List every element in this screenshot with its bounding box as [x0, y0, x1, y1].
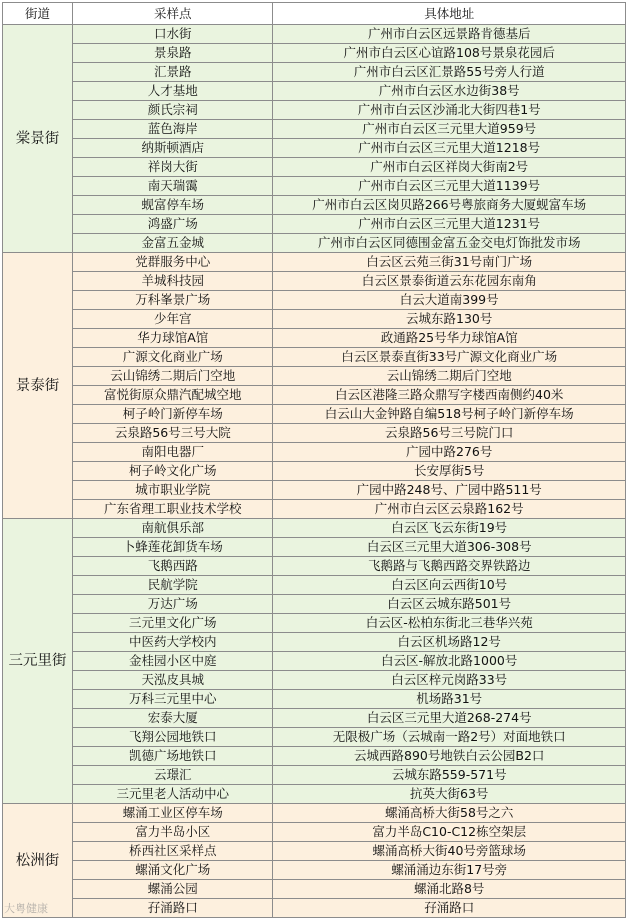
address-cell: 白云区云城东路501号 [273, 595, 626, 614]
address-cell: 云城东路559-571号 [273, 766, 626, 785]
sampling-point-cell: 金富五金城 [73, 234, 273, 253]
table-row [3, 272, 626, 291]
sampling-point-cell: 飞鹅西路 [73, 557, 273, 576]
sampling-point-cell: 南天瑞霭 [73, 177, 273, 196]
address-cell: 飞鹅路与飞鹅西路交界铁路边 [273, 557, 626, 576]
address-cell: 白云区三元里大道268-274号 [273, 709, 626, 728]
sampling-point-cell: 柯子岭文化广场 [73, 462, 273, 481]
address-cell: 白云区向云西街10号 [273, 576, 626, 595]
table-row [3, 842, 626, 861]
table-row [3, 785, 626, 804]
sampling-point-cell: 万达广场 [73, 595, 273, 614]
sampling-point-cell: 飞翔公园地铁口 [73, 728, 273, 747]
table-row [3, 861, 626, 880]
sampling-point-cell: 口水街 [73, 25, 273, 44]
address-cell: 白云区-解放北路1000号 [273, 652, 626, 671]
table-row [3, 291, 626, 310]
street-cell: 景泰街 [3, 253, 73, 519]
street-cell: 松洲街 [3, 804, 73, 918]
address-cell: 白云区三元里大道306-308号 [273, 538, 626, 557]
sampling-point-cell: 三元里老人活动中心 [73, 785, 273, 804]
sampling-point-cell: 富力半岛小区 [73, 823, 273, 842]
sampling-point-cell: 天泓皮具城 [73, 671, 273, 690]
address-cell: 螺涌高桥大街40号旁篮球场 [273, 842, 626, 861]
address-cell: 螺涌北路8号 [273, 880, 626, 899]
sampling-point-cell: 桥西社区采样点 [73, 842, 273, 861]
address-cell: 长安厚街5号 [273, 462, 626, 481]
address-cell: 白云区云苑三街31号南门广场 [273, 253, 626, 272]
table-row [3, 25, 626, 44]
table-row [3, 177, 626, 196]
sampling-point-cell: 万科三元里中心 [73, 690, 273, 709]
address-cell: 白云区梓元岗路33号 [273, 671, 626, 690]
address-cell: 广园中路248号、广园中路511号 [273, 481, 626, 500]
address-cell: 螺涌涌边东街17号旁 [273, 861, 626, 880]
sampling-point-cell: 螺涌公园 [73, 880, 273, 899]
sampling-point-cell: 富悦街原众鼎汽配城空地 [73, 386, 273, 405]
address-cell: 广州市白云区三元里大道1139号 [273, 177, 626, 196]
table-row [3, 215, 626, 234]
sampling-point-cell: 柯子岭门新停车场 [73, 405, 273, 424]
sampling-point-cell: 卜蜂莲花卸货车场 [73, 538, 273, 557]
sampling-points-table [2, 2, 626, 918]
sampling-point-cell: 少年宫 [73, 310, 273, 329]
table-row [3, 766, 626, 785]
table-row [3, 82, 626, 101]
sampling-point-cell: 三元里文化广场 [73, 614, 273, 633]
table-row [3, 652, 626, 671]
sampling-point-cell: 蚬富停车场 [73, 196, 273, 215]
table-row [3, 329, 626, 348]
sampling-point-cell: 金桂园小区中庭 [73, 652, 273, 671]
table-row [3, 120, 626, 139]
sampling-point-cell: 云璟汇 [73, 766, 273, 785]
table-row [3, 462, 626, 481]
table-row [3, 443, 626, 462]
address-cell: 广州市白云区三元里大道1218号 [273, 139, 626, 158]
address-cell: 白云山大金钟路自编518号柯子岭门新停车场 [273, 405, 626, 424]
table-row [3, 576, 626, 595]
table-row [3, 899, 626, 918]
table-row [3, 557, 626, 576]
table-row [3, 747, 626, 766]
table-row [3, 804, 626, 823]
address-cell: 白云区飞云东街19号 [273, 519, 626, 538]
sampling-point-cell: 党群服务中心 [73, 253, 273, 272]
table-row [3, 671, 626, 690]
address-cell: 广州市白云区心谊路108号景泉花园后 [273, 44, 626, 63]
sampling-point-cell: 凯德广场地铁口 [73, 747, 273, 766]
sampling-point-cell: 城市职业学院 [73, 481, 273, 500]
address-cell: 云泉路56号三号院门口 [273, 424, 626, 443]
address-cell: 抗英大街63号 [273, 785, 626, 804]
table-row [3, 633, 626, 652]
address-cell: 广州市白云区三元里大道1231号 [273, 215, 626, 234]
address-cell: 白云大道南399号 [273, 291, 626, 310]
table-row [3, 367, 626, 386]
sampling-point-cell: 螺涌工业区停车场 [73, 804, 273, 823]
sampling-point-cell: 广源文化商业广场 [73, 348, 273, 367]
address-cell: 广州市白云区祥岗大街南2号 [273, 158, 626, 177]
table-row [3, 500, 626, 519]
watermark-text: 大粤健康 [4, 902, 48, 915]
address-cell: 白云区机场路12号 [273, 633, 626, 652]
address-cell: 白云区-松柏东街北三巷华兴苑 [273, 614, 626, 633]
table-row [3, 405, 626, 424]
table-row [3, 595, 626, 614]
address-cell: 无限极广场（云城南一路2号）对面地铁口 [273, 728, 626, 747]
sampling-point-cell: 云山锦绣二期后门空地 [73, 367, 273, 386]
table-row [3, 728, 626, 747]
table-row [3, 424, 626, 443]
address-cell: 政通路25号华力球馆A馆 [273, 329, 626, 348]
address-cell: 白云区景泰直街33号广源文化商业广场 [273, 348, 626, 367]
street-cell: 棠景街 [3, 25, 73, 253]
sampling-point-cell: 孖涌路口 [73, 899, 273, 918]
address-cell: 广园中路276号 [273, 443, 626, 462]
address-cell: 广州市白云区同德围金富五金交电灯饰批发市场 [273, 234, 626, 253]
header-address: 具体地址 [273, 3, 626, 25]
table-row [3, 101, 626, 120]
sampling-point-cell: 祥岗大街 [73, 158, 273, 177]
table-row [3, 196, 626, 215]
address-cell: 孖涌路口 [273, 899, 626, 918]
address-cell: 云城东路130号 [273, 310, 626, 329]
sampling-point-cell: 云泉路56号三号大院 [73, 424, 273, 443]
address-cell: 机场路31号 [273, 690, 626, 709]
table-header-row [3, 3, 626, 25]
sampling-point-cell: 中医药大学校内 [73, 633, 273, 652]
table-row [3, 614, 626, 633]
address-cell: 广州市白云区沙涌北大街四巷1号 [273, 101, 626, 120]
table-row [3, 538, 626, 557]
table-row [3, 234, 626, 253]
sampling-point-cell: 鸿盛广场 [73, 215, 273, 234]
table-row [3, 880, 626, 899]
sampling-point-cell: 宏泰大厦 [73, 709, 273, 728]
address-cell: 广州市白云区岗贝路266号粤旅商务大厦蚬富车场 [273, 196, 626, 215]
address-cell: 白云区港隆三路众鼎写字楼西南侧约40米 [273, 386, 626, 405]
sampling-point-cell: 螺涌文化广场 [73, 861, 273, 880]
sampling-point-cell: 纳斯顿酒店 [73, 139, 273, 158]
sampling-point-cell: 人才基地 [73, 82, 273, 101]
table-row [3, 481, 626, 500]
address-cell: 螺涌高桥大街58号之六 [273, 804, 626, 823]
address-cell: 广州市白云区云泉路162号 [273, 500, 626, 519]
table-row [3, 63, 626, 82]
sampling-point-cell: 羊城科技园 [73, 272, 273, 291]
sampling-point-cell: 汇景路 [73, 63, 273, 82]
address-cell: 广州市白云区三元里大道959号 [273, 120, 626, 139]
address-cell: 广州市白云区远景路肯德基后 [273, 25, 626, 44]
table-row [3, 253, 626, 272]
table-row [3, 310, 626, 329]
table-row [3, 690, 626, 709]
sampling-point-cell: 民航学院 [73, 576, 273, 595]
sampling-point-cell: 景泉路 [73, 44, 273, 63]
street-cell: 三元里街 [3, 519, 73, 804]
sampling-point-cell: 南航俱乐部 [73, 519, 273, 538]
header-street: 街道 [3, 3, 73, 25]
address-cell: 富力半岛C10-C12栋空架层 [273, 823, 626, 842]
header-sampling-point: 采样点 [73, 3, 273, 25]
table-row [3, 348, 626, 367]
sampling-point-cell: 南阳电器厂 [73, 443, 273, 462]
table-row [3, 823, 626, 842]
address-cell: 云城西路890号地铁白云公园B2口 [273, 747, 626, 766]
sampling-point-cell: 广东省理工职业技术学校 [73, 500, 273, 519]
table-row [3, 158, 626, 177]
sampling-point-cell: 颜氏宗祠 [73, 101, 273, 120]
table-row [3, 709, 626, 728]
address-cell: 广州市白云区水边街38号 [273, 82, 626, 101]
table-body [3, 25, 626, 918]
sampling-point-cell: 万科峯景广场 [73, 291, 273, 310]
table-row [3, 139, 626, 158]
table-row [3, 519, 626, 538]
address-cell: 云山锦绣二期后门空地 [273, 367, 626, 386]
table-row [3, 44, 626, 63]
table-row [3, 386, 626, 405]
address-cell: 白云区景泰街道云东花园东南角 [273, 272, 626, 291]
sampling-point-cell: 蓝色海岸 [73, 120, 273, 139]
address-cell: 广州市白云区汇景路55号旁人行道 [273, 63, 626, 82]
sampling-point-cell: 华力球馆A馆 [73, 329, 273, 348]
